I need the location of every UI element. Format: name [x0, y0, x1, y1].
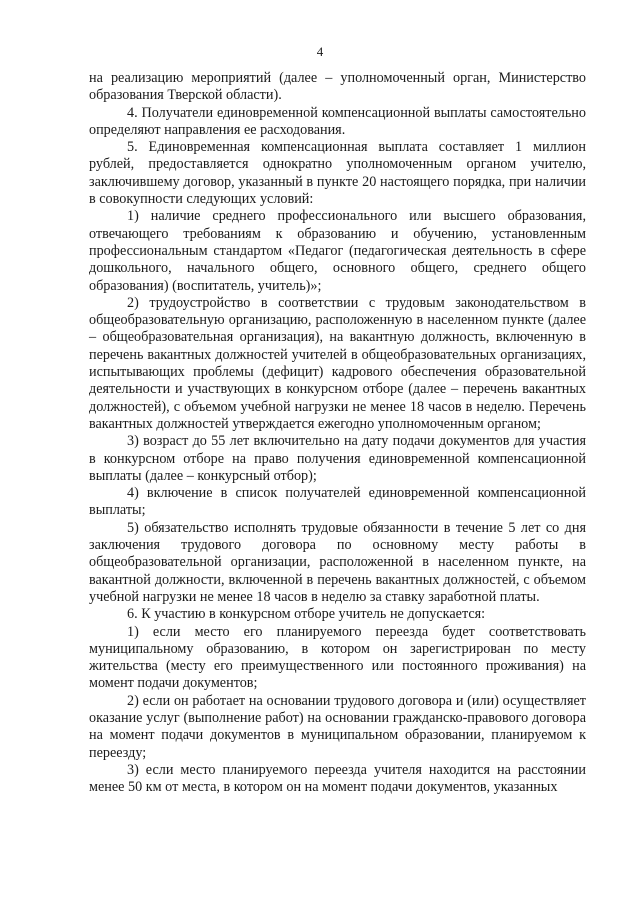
- subitem-5-1: 1) наличие среднего профессионального или высшего образования, отвечающего требованиям к образованию и обучению, установленным профессиональным стандартом «Педагог (педагогическая деятельность в сфере дошкольного, начального общего, основного общего, среднего общего образования) (воспитатель, учитель)»;: [89, 208, 586, 294]
- subitem-5-5: 5) обязательство исполнять трудовые обязанности в течение 5 лет со дня заключения трудового договора по основному месту работы в общеобразовательной организации, расположенной в населенном пункте, на вакантной должности, включенной в перечень вакантных должностей, с объемом учебной нагрузки не менее 18 часов в неделю за ставку заработной платы.: [89, 519, 586, 605]
- subitem-5-2: 2) трудоустройство в соответствии с трудовым законодательством в общеобразовательную организацию, расположенную в населенном пункте (далее – общеобразовательная организация), на вакантную должность, включенную в перечень вакантных должностей учителей в общеобразовательных организациях, испытывающих проблемы (дефицит) кадрового обеспечения образовательной деятельности и участвующих в конкурсном отборе (далее – перечень вакантных должностей), с объемом учебной нагрузки не менее 18 часов в неделю. Перечень вакантных должностей утверждается ежегодно уполномоченным органом;: [89, 294, 586, 432]
- paragraph-item-4: 4. Получатели единовременной компенсационной выплаты самостоятельно определяют направления ее расходования.: [89, 104, 586, 138]
- subitem-5-3: 3) возраст до 55 лет включительно на дату подачи документов для участия в конкурсном отборе на право получения единовременной компенсационной выплаты (далее – конкурсный отбор);: [89, 433, 586, 484]
- paragraph-continuation: на реализацию мероприятий (далее – уполномоченный орган, Министерство образования Тверской области).: [89, 70, 586, 104]
- subitem-6-1: 1) если место его планируемого переезда будет соответствовать муниципальному образованию, в котором он зарегистрирован по месту жительства (месту его преимущественного или постоянного проживания) на момент подачи документов;: [89, 623, 586, 692]
- document-body: [89, 70, 586, 796]
- subitem-6-3: 3) если место планируемого переезда учителя находится на расстоянии менее 50 км от места, в котором он на момент подачи документов, указанных: [89, 761, 586, 796]
- page-number: 4: [316, 44, 324, 59]
- paragraph-item-5: 5. Единовременная компенсационная выплата составляет 1 миллион рублей, предоставляется однократно уполномоченным органом учителю, заключившему договор, указанный в пункте 20 настоящего порядка, при наличии в совокупности следующих условий:: [89, 139, 586, 208]
- subitem-5-4: 4) включение в список получателей единовременной компенсационной выплаты;: [89, 485, 586, 519]
- paragraph-item-6: 6. К участию в конкурсном отборе учитель не допускается:: [127, 606, 486, 623]
- subitem-6-2: 2) если он работает на основании трудового договора и (или) осуществляет оказание услуг (выполнение работ) на основании гражданско-правового договора на момент подачи документов в муниципальном образовании, планируемом к переезду;: [89, 692, 586, 761]
